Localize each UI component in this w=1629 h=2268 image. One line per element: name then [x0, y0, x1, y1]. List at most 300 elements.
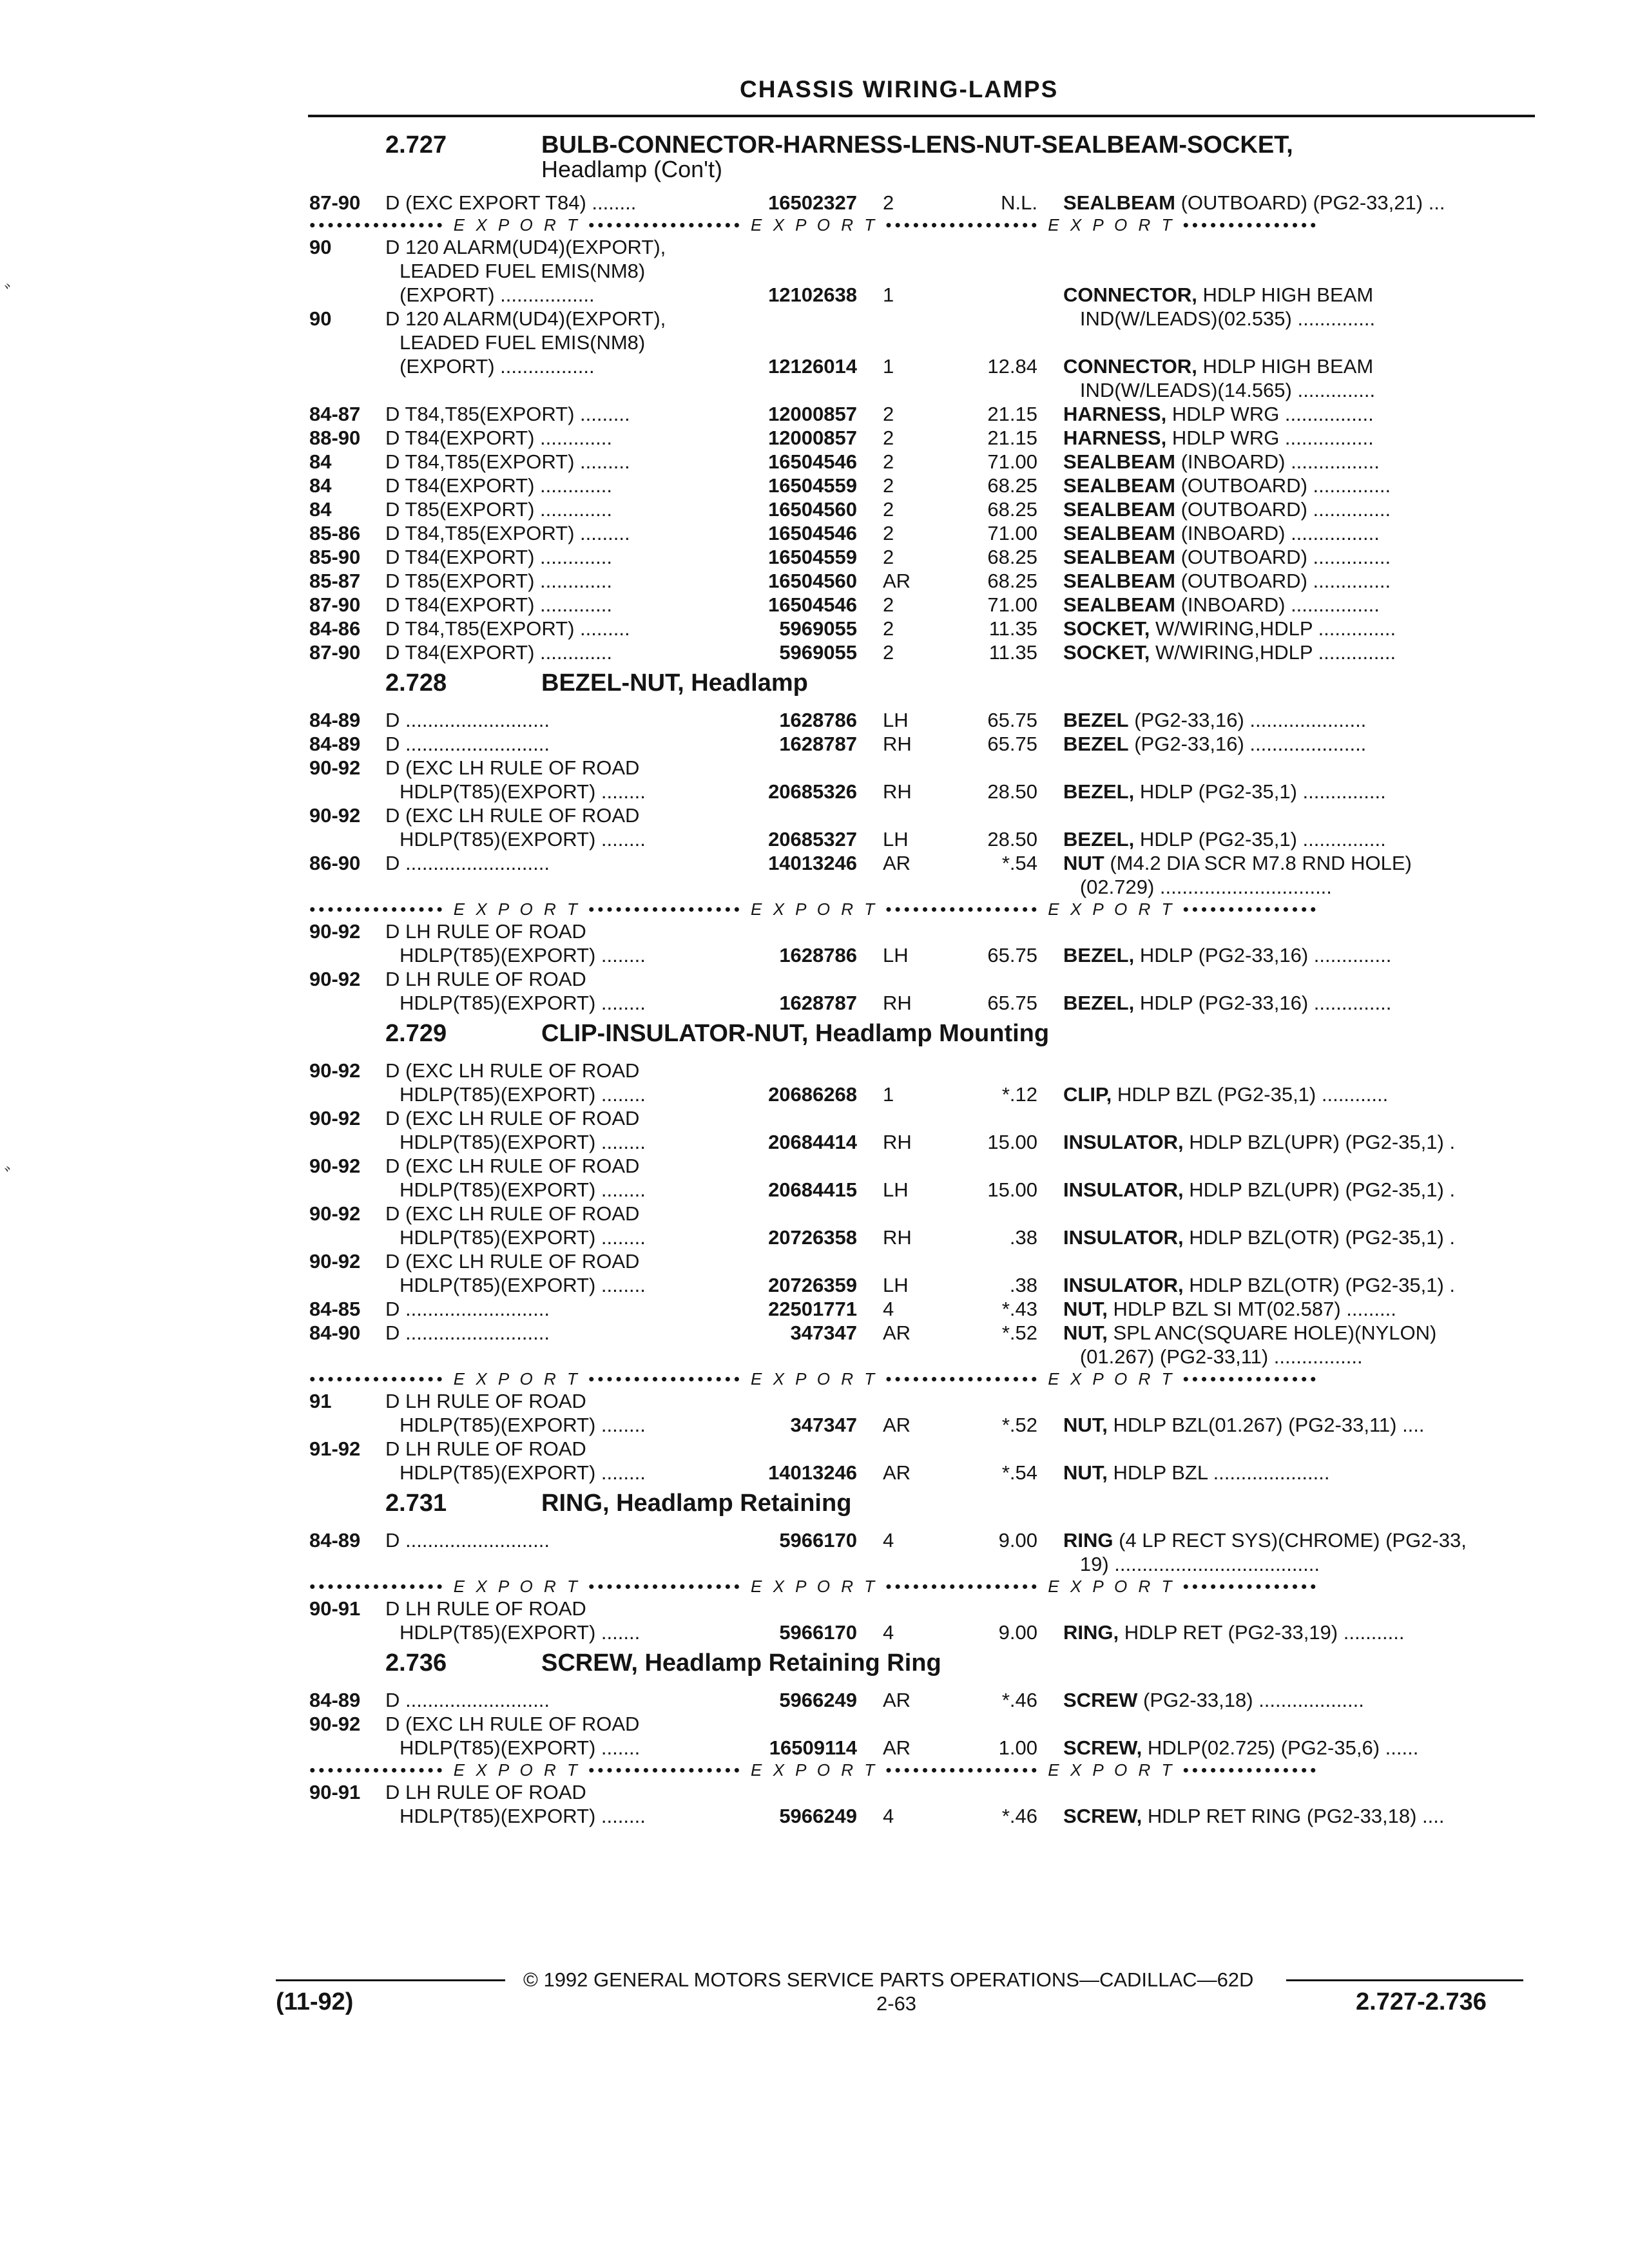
usage-description: D (EXC LH RULE OF ROAD [385, 1059, 640, 1082]
part-name [1063, 708, 1527, 732]
part-number: 16504546 [768, 450, 857, 473]
part-name [1063, 1688, 1527, 1712]
model-years: 90-91 [309, 1597, 361, 1620]
part-name-keyword: BEZEL [1063, 733, 1129, 755]
part-row [309, 569, 1534, 593]
part-name [1063, 827, 1527, 851]
part-name-keyword: INSULATOR, [1063, 1274, 1184, 1296]
part-name-detail: HDLP BZL(OTR) (PG2-35,1) . [1183, 1226, 1456, 1249]
part-row [309, 943, 1534, 967]
part-row [309, 474, 1534, 497]
section-heading [309, 1015, 1534, 1059]
part-name-detail: IND(W/LEADS)(14.565) .............. [1063, 379, 1376, 401]
part-number: 22501771 [768, 1298, 857, 1320]
part-name [1063, 1345, 1527, 1369]
usage-description: LEADED FUEL EMIS(NM8) [400, 331, 646, 354]
part-row [309, 593, 1534, 617]
part-row [309, 1552, 1534, 1576]
part-name-detail: HDLP BZL(OTR) (PG2-35,1) . [1183, 1274, 1456, 1296]
part-row [309, 1688, 1534, 1712]
part-name-detail: W/WIRING,HDLP .............. [1150, 641, 1396, 664]
part-row [309, 1804, 1534, 1828]
part-name [1063, 1273, 1527, 1297]
price: 15.00 [987, 1131, 1037, 1153]
page-header-title: CHASSIS WIRING-LAMPS [740, 76, 1059, 102]
usage-description: D LH RULE OF ROAD [385, 1781, 586, 1803]
usage-description: D T84(EXPORT) ............. [385, 546, 612, 568]
part-name [1063, 1082, 1527, 1106]
part-name-detail: HDLP HIGH BEAM [1197, 355, 1374, 378]
quantity: 4 [883, 1621, 894, 1644]
usage-description: D (EXC LH RULE OF ROAD [385, 756, 640, 779]
part-row [309, 426, 1534, 450]
part-row [309, 1389, 1534, 1413]
part-name-keyword: SOCKET, [1063, 617, 1150, 640]
part-name-detail: HDLP RET (PG2-33,19) ........... [1119, 1621, 1405, 1644]
usage-description: HDLP(T85)(EXPORT) ........ [400, 1083, 646, 1106]
part-name-keyword: HARNESS, [1063, 427, 1167, 449]
quantity: 4 [883, 1529, 894, 1552]
part-number: 5969055 [779, 617, 857, 640]
part-name-keyword: SCREW, [1063, 1736, 1142, 1759]
section-heading [309, 664, 1534, 708]
quantity: 2 [883, 474, 894, 497]
part-row [309, 283, 1534, 307]
part-name-keyword: INSULATOR, [1063, 1131, 1184, 1153]
part-name-detail: (INBOARD) ................ [1175, 450, 1380, 473]
part-name-detail: HDLP WRG ................ [1166, 403, 1374, 425]
usage-description: D T84,T85(EXPORT) ......... [385, 617, 630, 640]
part-name-detail: HDLP (PG2-35,1) ............... [1134, 828, 1386, 850]
model-years: 84 [309, 498, 332, 521]
usage-description: D .......................... [385, 1689, 550, 1711]
quantity: 4 [883, 1298, 894, 1320]
quantity: 4 [883, 1805, 894, 1827]
model-years: 84-89 [309, 1529, 361, 1552]
part-number: 16504546 [768, 522, 857, 544]
part-name-detail: HDLP (PG2-33,16) .............. [1134, 944, 1392, 966]
usage-description: D T84(EXPORT) ............. [385, 427, 612, 449]
part-name-keyword: SCREW [1063, 1689, 1138, 1711]
part-name-keyword: SEALBEAM [1063, 570, 1175, 592]
part-name-detail: (OUTBOARD) .............. [1175, 570, 1391, 592]
part-name-detail: HDLP RET RING (PG2-33,18) .... [1142, 1805, 1445, 1827]
part-name-keyword: BEZEL, [1063, 944, 1135, 966]
price: 12.84 [987, 355, 1037, 378]
usage-description: D T85(EXPORT) ............. [385, 498, 612, 521]
section-heading [309, 1485, 1534, 1528]
model-years: 90-92 [309, 804, 361, 827]
section-number: 2.729 [385, 1020, 447, 1047]
quantity: 1 [883, 355, 894, 378]
price: 68.25 [987, 474, 1037, 497]
part-number: 5969055 [779, 641, 857, 664]
part-row [309, 259, 1534, 283]
parts-section [309, 1485, 1534, 1644]
section-heading [309, 1644, 1534, 1688]
part-name-keyword: BEZEL, [1063, 828, 1135, 850]
usage-description: D 120 ALARM(UD4)(EXPORT), [385, 307, 666, 330]
model-years: 91-92 [309, 1437, 361, 1460]
quantity: LH [883, 709, 909, 731]
quantity: AR [883, 1321, 911, 1344]
part-number: 12102638 [768, 284, 857, 306]
part-number: 16509114 [769, 1736, 857, 1759]
section-number: 2.728 [385, 669, 447, 697]
part-name-keyword: SEALBEAM [1063, 593, 1175, 616]
part-name [1063, 521, 1527, 545]
model-years: 90-92 [309, 1107, 361, 1129]
quantity: 2 [883, 546, 894, 568]
part-name [1063, 1413, 1527, 1437]
model-years: 84-89 [309, 709, 361, 731]
model-years: 84-85 [309, 1298, 361, 1320]
price: 21.15 [987, 427, 1037, 449]
part-name [1063, 426, 1527, 450]
usage-description: HDLP(T85)(EXPORT) ........ [400, 1178, 646, 1201]
export-separator: ••••••••••••••• E X P O R T ••••••••••••••••• E X P O R T ••••••••••••••••• E X P O R T ••••••••••••••• [309, 1369, 1320, 1389]
usage-description: D .......................... [385, 709, 550, 731]
model-years: 85-87 [309, 570, 361, 592]
model-years: 85-86 [309, 522, 361, 544]
part-name [1063, 497, 1527, 521]
quantity: LH [883, 1274, 909, 1296]
part-row [309, 1321, 1534, 1345]
part-row [309, 402, 1534, 426]
part-number: 20726359 [768, 1274, 857, 1296]
part-row [309, 851, 1534, 875]
quantity: 2 [883, 427, 894, 449]
price: *.54 [1001, 852, 1037, 874]
usage-description: D LH RULE OF ROAD [385, 1390, 586, 1412]
quantity: 2 [883, 641, 894, 664]
part-number: 1628786 [779, 709, 857, 731]
usage-description: D (EXC LH RULE OF ROAD [385, 1155, 640, 1177]
usage-description: D T84(EXPORT) ............. [385, 474, 612, 497]
part-name-keyword: CONNECTOR, [1063, 355, 1197, 378]
part-name-keyword: BEZEL, [1063, 992, 1135, 1014]
part-row [309, 1249, 1534, 1273]
model-years: 90 [309, 307, 332, 330]
part-name-detail: (02.729) ............................... [1063, 876, 1332, 898]
part-name [1063, 943, 1527, 967]
part-row [309, 780, 1534, 803]
quantity: RH [883, 1131, 912, 1153]
price: 71.00 [987, 450, 1037, 473]
part-row [309, 1225, 1534, 1249]
part-row [309, 307, 1534, 331]
part-name-detail: HDLP(02.725) (PG2-35,6) ...... [1142, 1736, 1419, 1759]
part-name-detail: (OUTBOARD) .............. [1175, 546, 1391, 568]
part-row [309, 1059, 1534, 1082]
part-row [309, 191, 1534, 215]
price: 65.75 [987, 709, 1037, 731]
price: 65.75 [987, 944, 1037, 966]
footer-divider-left [276, 1979, 505, 1981]
part-name-detail: (INBOARD) ................ [1175, 522, 1380, 544]
part-name-detail: (PG2-33,16) ..................... [1128, 709, 1367, 731]
price: 15.00 [987, 1178, 1037, 1201]
part-name-detail: (M4.2 DIA SCR M7.8 RND HOLE) [1104, 852, 1412, 874]
part-number: 16504560 [768, 498, 857, 521]
part-number: 12000857 [768, 403, 857, 425]
part-number: 20685327 [768, 828, 857, 850]
quantity: AR [883, 1461, 911, 1484]
quantity: AR [883, 570, 911, 592]
usage-description: HDLP(T85)(EXPORT) ........ [400, 992, 646, 1014]
price: *.46 [1001, 1689, 1037, 1711]
price: *.46 [1001, 1805, 1037, 1827]
part-name-detail: HDLP (PG2-33,16) .............. [1134, 992, 1392, 1014]
usage-description: D LH RULE OF ROAD [385, 968, 586, 990]
model-years: 90-92 [309, 1250, 361, 1273]
section-title: BEZEL-NUT, Headlamp [541, 669, 808, 697]
part-name-detail: (OUTBOARD) .............. [1175, 498, 1391, 521]
part-number: 16504546 [768, 593, 857, 616]
part-row [309, 1154, 1534, 1178]
model-years: 90-92 [309, 1059, 361, 1082]
part-name [1063, 1736, 1527, 1760]
part-name-keyword: SCREW, [1063, 1805, 1142, 1827]
usage-description: D T84(EXPORT) ............. [385, 593, 612, 616]
part-row [309, 708, 1534, 732]
export-separator: ••••••••••••••• E X P O R T ••••••••••••••••• E X P O R T ••••••••••••••••• E X P O R T ••••••••••••••• [309, 899, 1320, 919]
usage-description: HDLP(T85)(EXPORT) ........ [400, 1414, 646, 1436]
part-name [1063, 1297, 1527, 1321]
part-row [309, 354, 1534, 378]
model-years: 85-90 [309, 546, 361, 568]
model-years: 86-90 [309, 852, 361, 874]
usage-description: D .......................... [385, 852, 550, 874]
part-name [1063, 875, 1527, 899]
price: 1.00 [998, 1736, 1037, 1759]
section-title: BULB-CONNECTOR-HARNESS-LENS-NUT-SEALBEAM-SOCKET, [541, 131, 1293, 159]
usage-description: D T84,T85(EXPORT) ......... [385, 522, 630, 544]
part-name-keyword: RING [1063, 1529, 1113, 1552]
part-name-detail: HDLP BZL(UPR) (PG2-35,1) . [1183, 1131, 1456, 1153]
part-name [1063, 307, 1527, 331]
usage-description: D LH RULE OF ROAD [385, 1597, 586, 1620]
usage-description: D T85(EXPORT) ............. [385, 570, 612, 592]
part-name [1063, 1130, 1527, 1154]
usage-description: HDLP(T85)(EXPORT) ........ [400, 944, 646, 966]
part-number: 347347 [790, 1321, 857, 1344]
usage-description: D (EXC LH RULE OF ROAD [385, 1202, 640, 1225]
part-row [309, 1437, 1534, 1461]
quantity: RH [883, 1226, 912, 1249]
part-row [309, 1130, 1534, 1154]
part-name-detail: IND(W/LEADS)(02.535) .............. [1063, 307, 1376, 330]
part-row [309, 331, 1534, 354]
price: 65.75 [987, 733, 1037, 755]
part-name [1063, 1804, 1527, 1828]
usage-description: D 120 ALARM(UD4)(EXPORT), [385, 236, 666, 258]
quantity: 2 [883, 403, 894, 425]
model-years: 90-92 [309, 1202, 361, 1225]
part-number: 12000857 [768, 427, 857, 449]
part-name-keyword: SOCKET, [1063, 641, 1150, 664]
section-title: RING, Headlamp Retaining [541, 1490, 852, 1517]
part-row [309, 1345, 1534, 1369]
usage-description: D (EXC LH RULE OF ROAD [385, 1250, 640, 1273]
model-years: 90 [309, 236, 332, 258]
quantity: RH [883, 992, 912, 1014]
part-row [309, 1528, 1534, 1552]
parts-section [309, 126, 1534, 664]
part-row [309, 732, 1534, 756]
part-number: 20726358 [768, 1226, 857, 1249]
section-title: SCREW, Headlamp Retaining Ring [541, 1649, 941, 1677]
part-row [309, 617, 1534, 640]
part-row [309, 1297, 1534, 1321]
part-row [309, 521, 1534, 545]
part-name-keyword: CONNECTOR, [1063, 284, 1197, 306]
part-name-detail: HDLP BZL(UPR) (PG2-35,1) . [1183, 1178, 1456, 1201]
usage-description: D (EXC LH RULE OF ROAD [385, 1107, 640, 1129]
part-name-keyword: NUT [1063, 852, 1104, 874]
part-name-detail: (INBOARD) ................ [1175, 593, 1380, 616]
part-name [1063, 991, 1527, 1015]
price: .38 [1009, 1274, 1037, 1296]
part-name-detail: HDLP (PG2-35,1) ............... [1134, 780, 1386, 803]
price: 11.35 [988, 641, 1037, 664]
usage-description: (EXPORT) ................. [400, 284, 595, 306]
usage-description: HDLP(T85)(EXPORT) ........ [400, 1226, 646, 1249]
part-name-keyword: NUT, [1063, 1298, 1108, 1320]
part-name-keyword: NUT, [1063, 1461, 1108, 1484]
part-name [1063, 1552, 1527, 1576]
parts-section [309, 1015, 1534, 1485]
usage-description: HDLP(T85)(EXPORT) ........ [400, 828, 646, 850]
part-name-keyword: INSULATOR, [1063, 1178, 1184, 1201]
usage-description: D T84,T85(EXPORT) ......... [385, 450, 630, 473]
model-years: 90-92 [309, 756, 361, 779]
model-years: 84-86 [309, 617, 361, 640]
quantity: AR [883, 1414, 911, 1436]
usage-description: D T84,T85(EXPORT) ......... [385, 403, 630, 425]
part-number: 16504559 [768, 474, 857, 497]
margin-mark: ﾞ [4, 283, 15, 307]
usage-description: LEADED FUEL EMIS(NM8) [400, 260, 646, 282]
part-number: 1628787 [779, 992, 857, 1014]
quantity: 2 [883, 498, 894, 521]
quantity: 2 [883, 617, 894, 640]
part-name-detail: HDLP WRG ................ [1166, 427, 1374, 449]
usage-description: HDLP(T85)(EXPORT) ........ [400, 1274, 646, 1296]
part-name-detail: SPL ANC(SQUARE HOLE)(NYLON) [1107, 1321, 1437, 1344]
part-row [309, 1597, 1534, 1620]
part-row [309, 1178, 1534, 1202]
part-number: 5966249 [779, 1805, 857, 1827]
part-name [1063, 1620, 1527, 1644]
footer-copyright: © 1992 GENERAL MOTORS SERVICE PARTS OPERATIONS—CADILLAC—62D [523, 1968, 1254, 1991]
part-name [1063, 851, 1527, 875]
part-row [309, 640, 1534, 664]
model-years: 90-92 [309, 968, 361, 990]
usage-description: HDLP(T85)(EXPORT) ........ [400, 1131, 646, 1153]
part-name [1063, 1528, 1527, 1552]
usage-description: HDLP(T85)(EXPORT) ........ [400, 1461, 646, 1484]
part-name [1063, 545, 1527, 569]
part-name-keyword: INSULATOR, [1063, 1226, 1184, 1249]
price: 68.25 [987, 570, 1037, 592]
quantity: LH [883, 828, 909, 850]
price: 11.35 [988, 617, 1037, 640]
part-row [309, 756, 1534, 780]
part-name-detail: W/WIRING,HDLP .............. [1150, 617, 1396, 640]
part-number: 12126014 [768, 355, 857, 378]
part-row [309, 827, 1534, 851]
price: *.52 [1001, 1414, 1037, 1436]
usage-description: (EXPORT) ................. [400, 355, 595, 378]
part-name-detail: HDLP HIGH BEAM [1197, 284, 1374, 306]
part-number: 20684414 [768, 1131, 857, 1153]
part-number: 16502327 [768, 191, 857, 214]
part-name-detail: (OUTBOARD) (PG2-33,21) ... [1175, 191, 1445, 214]
margin-mark: ﾞ [4, 1166, 15, 1190]
usage-description: D LH RULE OF ROAD [385, 1437, 586, 1460]
part-name-detail: (OUTBOARD) .............. [1175, 474, 1391, 497]
model-years: 84-90 [309, 1321, 361, 1344]
footer-date-code: (11-92) [276, 1988, 354, 2015]
part-name [1063, 402, 1527, 426]
price: *.54 [1001, 1461, 1037, 1484]
export-separator: ••••••••••••••• E X P O R T ••••••••••••••••• E X P O R T ••••••••••••••••• E X P O R T ••••••••••••••• [309, 215, 1320, 235]
part-row [309, 235, 1534, 259]
part-name [1063, 593, 1527, 617]
footer-section-range: 2.727-2.736 [1356, 1988, 1487, 2015]
part-name-keyword: NUT, [1063, 1414, 1108, 1436]
part-name [1063, 1461, 1527, 1485]
part-row [309, 1082, 1534, 1106]
part-row [309, 1780, 1534, 1804]
part-number: 1628787 [779, 733, 857, 755]
quantity: AR [883, 852, 911, 874]
part-number: 16504560 [768, 570, 857, 592]
model-years: 90-92 [309, 920, 361, 943]
part-number: 347347 [790, 1414, 857, 1436]
part-name [1063, 569, 1527, 593]
price: 9.00 [998, 1621, 1037, 1644]
price: *.12 [1001, 1083, 1037, 1106]
part-row [309, 1273, 1534, 1297]
quantity: 2 [883, 191, 894, 214]
part-name [1063, 1225, 1527, 1249]
usage-description: D T84(EXPORT) ............. [385, 641, 612, 664]
footer-page-number: 2-63 [876, 1992, 917, 2015]
part-number: 5966170 [779, 1621, 857, 1644]
part-name [1063, 732, 1527, 756]
usage-description: HDLP(T85)(EXPORT) ....... [400, 1736, 641, 1759]
part-name [1063, 617, 1527, 640]
usage-description: HDLP(T85)(EXPORT) ........ [400, 780, 646, 803]
model-years: 88-90 [309, 427, 361, 449]
quantity: RH [883, 780, 912, 803]
quantity: LH [883, 944, 909, 966]
part-row [309, 1620, 1534, 1644]
part-name-keyword: RING, [1063, 1621, 1119, 1644]
part-name [1063, 378, 1527, 402]
part-number: 20684415 [768, 1178, 857, 1201]
part-number: 20686268 [768, 1083, 857, 1106]
model-years: 84-87 [309, 403, 361, 425]
usage-description: HDLP(T85)(EXPORT) ........ [400, 1805, 646, 1827]
part-name [1063, 780, 1527, 803]
part-number: 14013246 [768, 852, 857, 874]
usage-description: D .......................... [385, 1321, 550, 1344]
part-name-detail: (PG2-33,18) ................... [1137, 1689, 1364, 1711]
part-name-detail: HDLP BZL (PG2-35,1) ............ [1112, 1083, 1389, 1106]
